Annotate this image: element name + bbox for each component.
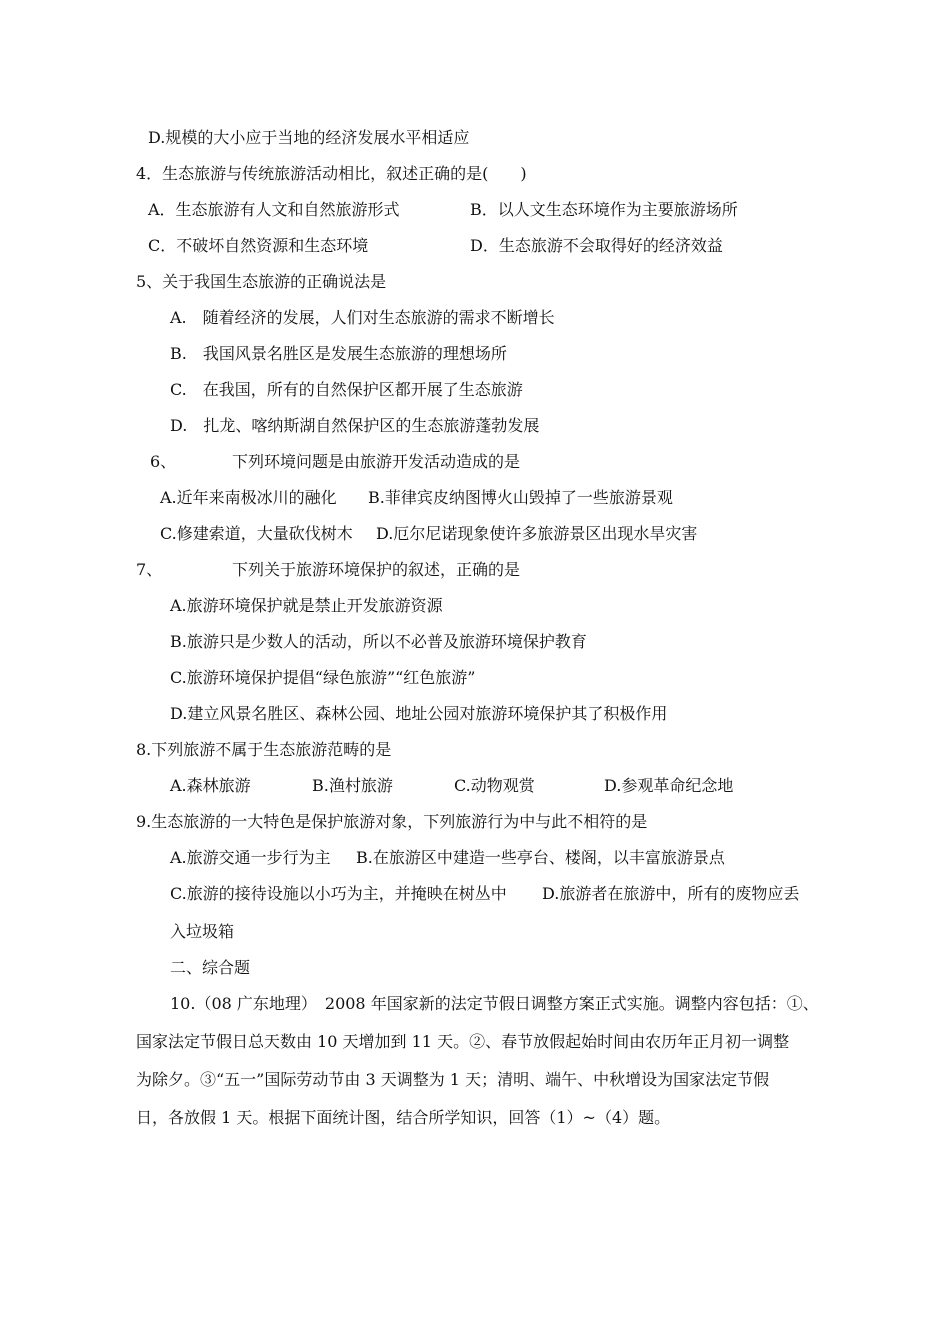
q6-option-c: C.修建索道，大量砍伐树木 xyxy=(160,524,353,543)
q4-option-d: D．生态旅游不会取得好的经济效益 xyxy=(470,236,723,255)
q7-stem: 下列关于旅游环境保护的叙述，正确的是 xyxy=(232,560,521,579)
q4-option-a: A．生态旅游有人文和自然旅游形式 xyxy=(148,200,400,219)
q5-option-a: A. 随着经济的发展，人们对生态旅游的需求不断增长 xyxy=(170,308,555,327)
q8-stem: 8.下列旅游不属于生态旅游范畴的是 xyxy=(136,740,392,759)
q5-option-b: B. 我国风景名胜区是发展生态旅游的理想场所 xyxy=(170,344,507,363)
q6-number: 6、 xyxy=(150,452,177,471)
q8-option-d: D.参观革命纪念地 xyxy=(604,776,734,795)
q4-stem: 4．生态旅游与传统旅游活动相比，叙述正确的是( ) xyxy=(136,164,527,183)
q4-option-c: C．不破坏自然资源和生态环境 xyxy=(148,236,369,255)
q6-option-a: A.近年来南极冰川的融化 xyxy=(160,488,337,507)
q7-number: 7、 xyxy=(136,560,163,579)
q9-option-d-continued: 入垃圾箱 xyxy=(170,922,235,941)
q8-option-a: A.森林旅游 xyxy=(170,776,251,795)
q7-option-b: B.旅游只是少数人的活动，所以不必普及旅游环境保护教育 xyxy=(170,632,587,651)
section-title: 二、综合题 xyxy=(170,958,251,977)
q10-paragraph-line-3: 为除夕。③“五一”国际劳动节由 3 天调整为 1 天；清明、端午、中秋增设为国家法定节假 xyxy=(136,1070,770,1089)
q5-option-d: D. 扎龙、喀纳斯湖自然保护区的生态旅游蓬勃发展 xyxy=(170,416,540,435)
q7-option-c: C.旅游环境保护提倡“绿色旅游”“红色旅游” xyxy=(170,668,476,687)
q8-option-b: B.渔村旅游 xyxy=(312,776,393,795)
q4-option-b: B．以人文生态环境作为主要旅游场所 xyxy=(470,200,738,219)
q6-option-b: B.菲律宾皮纳图博火山毁掉了一些旅游景观 xyxy=(368,488,673,507)
q10-paragraph-line-4: 日，各放假 1 天。根据下面统计图，结合所学知识，回答（1）~（4）题。 xyxy=(136,1108,671,1127)
q5-stem: 5、关于我国生态旅游的正确说法是 xyxy=(136,272,387,291)
q10-paragraph-line-1: 10.（08 广东地理） 2008 年国家新的法定节假日调整方案正式实施。调整内容包括：①、 xyxy=(170,994,819,1013)
q9-option-a: A.旅游交通一步行为主 xyxy=(170,848,331,867)
q5-option-c: C. 在我国，所有的自然保护区都开展了生态旅游 xyxy=(170,380,523,399)
q9-stem: 9.生态旅游的一大特色是保护旅游对象，下列旅游行为中与此不相符的是 xyxy=(136,812,648,831)
q7-option-d: D.建立风景名胜区、森林公园、地址公园对旅游环境保护其了积极作用 xyxy=(170,704,668,723)
q9-option-c: C.旅游的接待设施以小巧为主，并掩映在树丛中 xyxy=(170,884,507,903)
q10-paragraph-line-2: 国家法定节假日总天数由 10 天增加到 11 天。②、春节放假起始时间由农历年正月初一调整 xyxy=(136,1032,790,1051)
q6-option-d: D.厄尔尼诺现象使许多旅游景区出现水旱灾害 xyxy=(376,524,698,543)
q6-stem: 下列环境问题是由旅游开发活动造成的是 xyxy=(232,452,521,471)
q9-option-b: B.在旅游区中建造一些亭台、楼阁，以丰富旅游景点 xyxy=(356,848,725,867)
q9-option-d: D.旅游者在旅游中，所有的废物应丢 xyxy=(542,884,800,903)
q7-option-a: A.旅游环境保护就是禁止开发旅游资源 xyxy=(170,596,443,615)
q3-option-d: D.规模的大小应于当地的经济发展水平相适应 xyxy=(148,128,470,147)
q8-option-c: C.动物观赏 xyxy=(454,776,535,795)
